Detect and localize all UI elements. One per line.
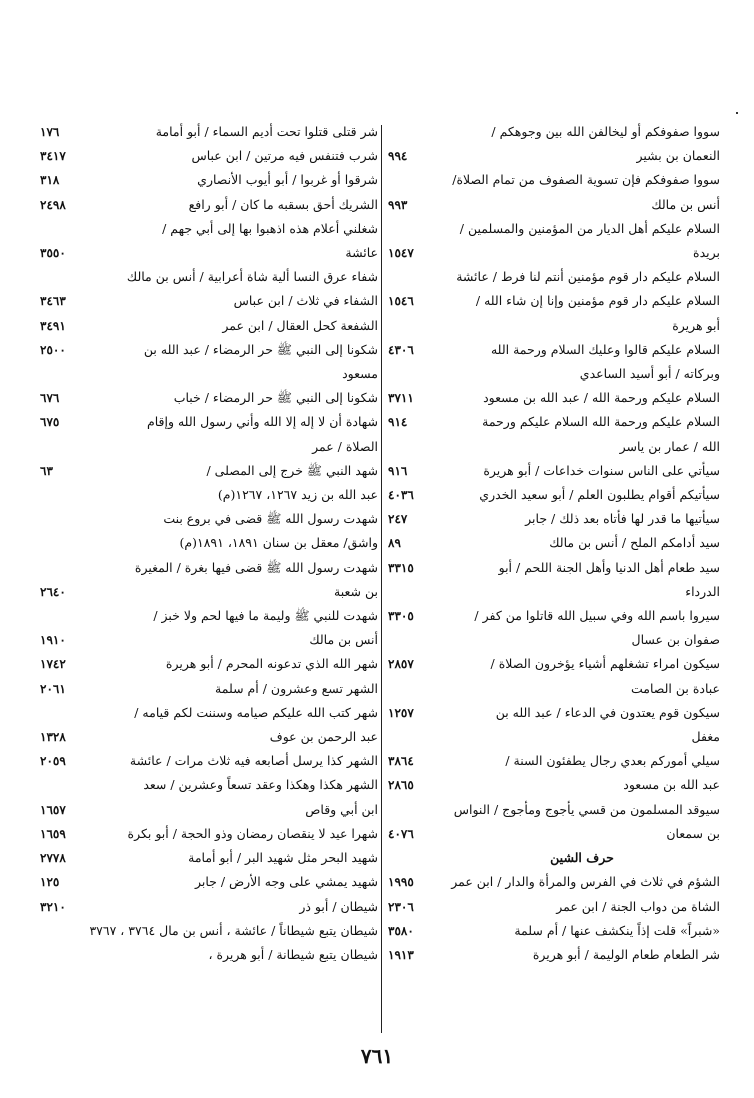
index-entry — [388, 652, 720, 676]
entry-text: الشهر هكذا وهكذا وعقد تسعاً وعشرين / سعد — [143, 777, 378, 793]
entry-text: شهر الله الذي تدعونه المحرم / أبو هريرة — [165, 656, 378, 672]
index-entry — [40, 919, 378, 943]
entry-text: عبد الرحمن بن عوف — [269, 729, 378, 745]
entry-number: ١٣٢٨ — [40, 730, 66, 745]
index-entry — [388, 725, 720, 749]
index-entry — [40, 798, 378, 822]
index-entry — [388, 362, 720, 386]
index-entry — [388, 144, 720, 168]
entry-number: ١٦٥٩ — [40, 826, 66, 841]
index-entry — [388, 870, 720, 894]
entry-number: ١٧٤٢ — [40, 657, 66, 672]
index-entry — [40, 507, 378, 531]
entry-number: ٩١٦ — [388, 463, 408, 478]
index-entry — [40, 410, 378, 434]
index-entry — [40, 628, 378, 652]
entry-number: ٨٩ — [388, 536, 401, 551]
entry-number: ٣٤٦٣ — [40, 294, 66, 309]
index-entry — [388, 241, 720, 265]
index-entry — [388, 919, 720, 943]
entry-text: شهدت للنبي ﷺ وليمة ما فيها لحم ولا خبز / — [153, 608, 378, 624]
entry-text: شهيد يمشي على وجه الأرض / جابر — [194, 874, 378, 890]
index-entry — [40, 386, 378, 410]
column-divider — [381, 125, 382, 1033]
index-entry — [40, 193, 378, 217]
index-entry — [40, 604, 378, 628]
entry-number: ٣٢١٠ — [40, 899, 66, 914]
entry-text: ابن أبي وقاص — [305, 801, 378, 817]
index-entry — [388, 604, 720, 628]
entry-text: شر الطعام طعام الوليمة / أبو هريرة — [532, 946, 720, 962]
entry-text: شر قتلى قتلوا تحت أديم السماء / أبو أمامة — [155, 124, 378, 139]
entry-number: ١٩١٠ — [40, 633, 66, 648]
index-entry — [388, 895, 720, 919]
entry-number: ٦٧٦ — [40, 391, 60, 406]
index-entry — [40, 168, 378, 192]
index-entry — [40, 241, 378, 265]
index-entry — [40, 822, 378, 846]
entry-number: ٦٣ — [40, 463, 53, 478]
entry-number: ٢٠٥٩ — [40, 754, 66, 769]
index-entry — [388, 193, 720, 217]
entry-number: ١٩١٣ — [388, 947, 414, 962]
entry-text: وبركاته / أبو أسيد الساعدي — [579, 366, 720, 382]
index-entry — [388, 701, 720, 725]
entry-text: سيروا باسم الله وفي سبيل الله قاتلوا من كفر / — [474, 608, 720, 624]
entry-text: الشهر كذا يرسل أصابعه فيه ثلاث مرات / عائشة — [129, 753, 378, 769]
entry-text: سيأتي على الناس سنوات خداعات / أبو هريرة — [483, 462, 720, 478]
entry-text: النعمان بن بشير — [636, 148, 720, 164]
index-entry — [388, 483, 720, 507]
index-entry — [40, 459, 378, 483]
index-entry — [40, 846, 378, 870]
entry-text: السلام عليكم ورحمة الله / عبد الله بن مسعود — [483, 390, 720, 406]
entry-number: ٢٨٥٧ — [388, 657, 414, 672]
entry-text: عبادة بن الصامت — [631, 680, 720, 696]
entry-number: ٩٩٤ — [388, 149, 408, 164]
entry-text: شهرا عيد لا ينقصان رمضان وذو الحجة / أبو بكرة — [127, 825, 378, 841]
entry-number: ٣٥٨٠ — [388, 923, 414, 938]
index-entry — [388, 314, 720, 338]
index-entry — [40, 870, 378, 894]
index-entry — [388, 822, 720, 846]
index-entry — [40, 289, 378, 313]
entry-text: الشهر تسع وعشرون / أم سلمة — [215, 680, 378, 696]
entry-text: أبو هريرة — [672, 317, 720, 333]
entry-text: سيأتيكم أقوام يطلبون العلم / أبو سعيد الخدري — [479, 487, 720, 503]
index-entry — [40, 265, 378, 289]
entry-text: الشريك أحق بسقبه ما كان / أبو رافع — [188, 196, 378, 212]
entry-text: سووا صفوفكم فإن تسوية الصفوف من تمام الصلاة/ — [452, 172, 720, 188]
entry-text: عائشة — [345, 245, 378, 261]
ink-speck — [736, 112, 738, 114]
index-entry — [40, 362, 378, 386]
entry-number: ٣٣١٥ — [388, 560, 414, 575]
entry-text: الشفعة كحل العقال / ابن عمر — [222, 317, 378, 333]
entry-text: بن سمعان — [666, 825, 720, 841]
entry-number: ١٢٥٧ — [388, 705, 414, 720]
entry-text: شهادة أن لا إله إلا الله وأني رسول الله وإقام — [146, 414, 378, 430]
entry-text: الله / عمار بن ياسر — [619, 438, 720, 454]
entry-number: ٣٣٠٥ — [388, 609, 414, 624]
index-entry — [40, 895, 378, 919]
index-entry — [40, 725, 378, 749]
entry-text: الشاة من دواب الجنة / ابن عمر — [556, 898, 720, 914]
index-entry — [40, 338, 378, 362]
entry-text: شرقوا أو غربوا / أبو أيوب الأنصاري — [197, 172, 378, 188]
entry-text: الدرداء — [685, 583, 720, 599]
entry-text: الصلاة / عمر — [312, 438, 378, 454]
entry-text: واشق/ معقل بن سنان ١٨٩١، ١٨٩١(م) — [179, 535, 378, 551]
entry-text: صفوان بن عسال — [631, 632, 720, 648]
index-entry — [40, 435, 378, 459]
index-entry — [40, 144, 378, 168]
entry-text: شفاء عرق النسا ألية شاة أعرابية / أنس بن مالك — [126, 269, 378, 285]
index-entry — [388, 749, 720, 773]
entry-text: شيطان / أبو ذر — [299, 898, 378, 914]
entry-text: شيطان يتبع شيطانة / أبو هريرة ، — [208, 946, 378, 962]
entry-number: ٩٩٣ — [388, 197, 408, 212]
entry-text: السلام عليكم ورحمة الله السلام عليكم ورحمة — [482, 414, 720, 430]
entry-text: مسعود — [342, 366, 378, 382]
index-entry — [388, 386, 720, 410]
page-number: ٧٦١ — [360, 1044, 394, 1068]
index-entry — [40, 701, 378, 725]
entry-text: شهدت رسول الله ﷺ قضى في بروع بنت — [163, 511, 378, 527]
index-entry — [40, 531, 378, 555]
entry-text: شيطان يتبع شيطاناً / عائشة ، أنس بن مال ٣٧٦٤ ، ٣٧٦٧ — [89, 922, 378, 938]
entry-text: سيأتيها ما قدر لها فأتاه بعد ذلك / جابر — [525, 511, 720, 527]
entry-number: ٢٠٦١ — [40, 681, 66, 696]
index-entry — [388, 798, 720, 822]
entry-number: ٩١٤ — [388, 415, 408, 430]
entry-number: ٣٤١٧ — [40, 149, 66, 164]
entry-number: ٢٨٦٥ — [388, 778, 414, 793]
entry-number: ٣٤٩١ — [40, 318, 66, 333]
entry-number: ١٥٤٧ — [388, 246, 414, 261]
entry-number: ١٧٦ — [40, 125, 60, 139]
entry-number: ٢٤٩٨ — [40, 197, 66, 212]
entry-number: ٢٧٧٨ — [40, 851, 66, 866]
index-entry — [388, 120, 720, 144]
index-entry — [388, 773, 720, 797]
index-entry — [40, 483, 378, 507]
entry-text: سووا صفوفكم أو ليخالفن الله بين وجوهكم / — [491, 124, 720, 139]
entry-text: شكونا إلى النبي ﷺ حر الرمضاء / عبد الله بن — [143, 341, 378, 357]
entry-text: أنس بن مالك — [309, 632, 378, 648]
entry-text: سيكون امراء تشغلهم أشياء يؤخرون الصلاة / — [490, 656, 720, 672]
section-heading: حرف الشين — [550, 850, 614, 866]
entry-text: شهر كتب الله عليكم صيامه وسننت لكم قيامه / — [134, 704, 378, 720]
right-index-column — [388, 120, 720, 967]
entry-text: أنس بن مالك — [651, 196, 720, 212]
index-entry — [388, 677, 720, 701]
entry-number: ٣١٨ — [40, 173, 60, 188]
index-entry — [388, 289, 720, 313]
entry-text: الشفاء في ثلاث / ابن عباس — [233, 293, 378, 309]
index-entry — [40, 773, 378, 797]
entry-number: ٣٥٥٠ — [40, 246, 66, 261]
entry-text: سيلي أموركم بعدي رجال يطفئون السنة / — [505, 753, 720, 769]
entry-text: بن شعبة — [334, 583, 378, 599]
index-entry — [40, 749, 378, 773]
entry-text: سيكون قوم يعتدون في الدعاء / عبد الله بن — [495, 704, 720, 720]
index-entry — [388, 168, 720, 192]
entry-number: ٣٨٦٤ — [388, 754, 414, 769]
index-entry — [388, 435, 720, 459]
entry-number: ١٩٩٥ — [388, 875, 414, 890]
entry-text: السلام عليكم دار قوم مؤمنين وإنا إن شاء الله / — [475, 293, 720, 309]
entry-number: ١٢٥ — [40, 875, 60, 890]
index-entry — [388, 459, 720, 483]
index-entry — [388, 628, 720, 652]
entry-number: ٢٤٧ — [388, 512, 408, 527]
entry-text: عبد الله بن زيد ١٢٦٧، ١٢٦٧(م) — [217, 487, 378, 503]
entry-number: ٦٧٥ — [40, 415, 60, 430]
entry-text: السلام عليكم قالوا وعليك السلام ورحمة الله — [490, 341, 720, 357]
entry-number: ٢٣٠٦ — [388, 899, 414, 914]
entry-number: ٢٥٠٠ — [40, 342, 66, 357]
index-entry — [40, 677, 378, 701]
index-entry — [40, 580, 378, 604]
entry-number: ١٦٥٧ — [40, 802, 66, 817]
entry-text: سيوقد المسلمون من قسي يأجوج ومأجوج / النواس — [453, 801, 720, 817]
entry-text: سيد أدامكم الملح / أنس بن مالك — [549, 535, 720, 551]
index-entry — [388, 580, 720, 604]
entry-text: بريدة — [693, 245, 720, 261]
entry-text: الشؤم في ثلاث في الفرس والمرأة والدار / ابن عمر — [451, 874, 720, 890]
index-entry — [388, 410, 720, 434]
entry-text: شغلني أعلام هذه اذهبوا بها إلى أبي جهم / — [162, 220, 378, 236]
entry-text: شهد النبي ﷺ خرج إلى المصلى / — [206, 462, 378, 478]
index-entry — [40, 314, 378, 338]
entry-number: ١٥٤٦ — [388, 294, 414, 309]
index-entry — [388, 943, 720, 967]
entry-text: «شبراً» قلت إذاً ينكشف عنها / أم سلمة — [514, 922, 720, 938]
index-entry — [388, 531, 720, 555]
entry-number: ٤٠٧٦ — [388, 826, 414, 841]
index-entry — [388, 217, 720, 241]
index-entry — [388, 338, 720, 362]
index-entry — [40, 556, 378, 580]
entry-text: عبد الله بن مسعود — [623, 777, 720, 793]
index-entry — [40, 652, 378, 676]
entry-text: السلام عليكم أهل الديار من المؤمنين والمسلمين / — [459, 220, 720, 236]
index-entry — [388, 507, 720, 531]
index-entry — [40, 943, 378, 967]
entry-text: شهدت رسول الله ﷺ قضى فيها بغرة / المغيرة — [134, 559, 378, 575]
entry-text: السلام عليكم دار قوم مؤمنين أنتم لنا فرط / عائشة — [456, 269, 720, 285]
entry-text: شهيد البحر مثل شهيد البر / أبو أمامة — [188, 850, 378, 866]
entry-text: شرب فتنفس فيه مرتين / ابن عباس — [191, 148, 378, 164]
index-entry — [388, 265, 720, 289]
entry-number: ٤٠٣٦ — [388, 488, 414, 503]
entry-number: ٣٧١١ — [388, 391, 414, 406]
index-entry — [40, 217, 378, 241]
entry-text: مغفل — [691, 729, 720, 745]
left-index-column — [40, 120, 378, 967]
entry-number: ٤٣٠٦ — [388, 342, 414, 357]
index-entry — [388, 556, 720, 580]
entry-number: ٢٦٤٠ — [40, 584, 66, 599]
index-entry — [40, 120, 378, 144]
entry-text: شكونا إلى النبي ﷺ حر الرمضاء / خباب — [173, 390, 378, 406]
entry-text: سيد طعام أهل الدنيا وأهل الجنة اللحم / أبو — [498, 559, 720, 575]
